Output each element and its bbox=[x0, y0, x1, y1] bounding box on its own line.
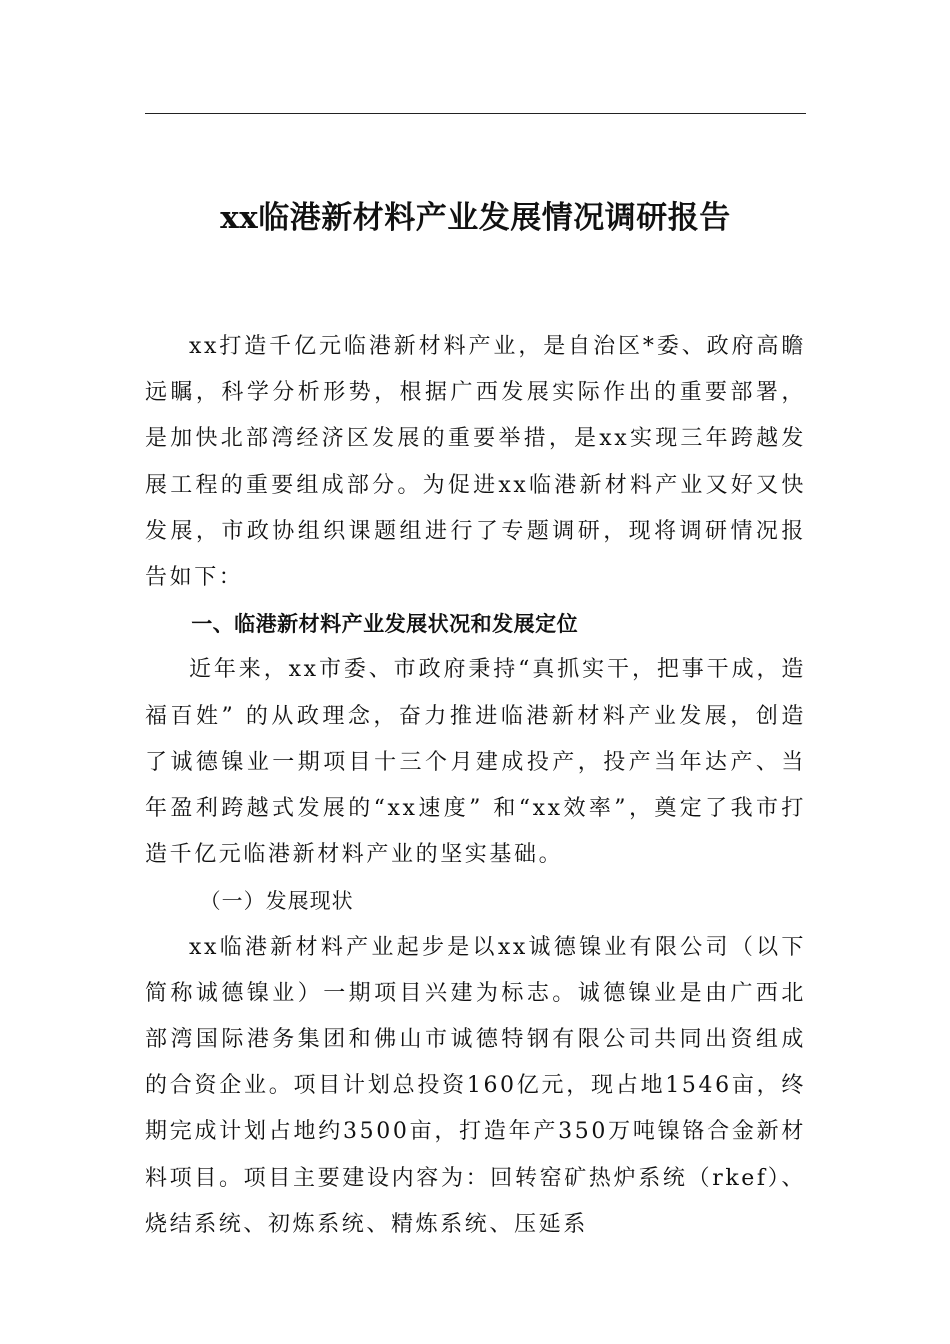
section-heading-1: 一、临港新材料产业发展状况和发展定位 bbox=[191, 612, 579, 637]
header-rule bbox=[145, 113, 806, 114]
subsection-1-paragraph: xx临港新材料产业起步是以xx诚德镍业有限公司（以下简称诚德镍业）一期项目兴建为标志。诚德镍业是由广西北部湾国际港务集团和佛山市诚德特钢有限公司共同出资组成的合资企业。项目计划总投资160亿元，现占地1546亩，终期完成计划占地约3500亩，打造年产350万吨镍铬合金新材料项目。项目主要建设内容为：回转窑矿热炉系统（rkef）、烧结系统、初炼系统、精炼系统、压延系 bbox=[145, 934, 806, 1237]
subsection-heading-1: （一）发展现状 bbox=[199, 889, 354, 914]
section-1-paragraph: 近年来，xx市委、市政府秉持“真抓实干，把事干成，造福百姓” 的从政理念，奋力推进临港新材料产业发展，创造了诚德镍业一期项目十三个月建成投产，投产当年达产、当年盈利跨越式发展的“xx速度” 和“xx效率”，奠定了我市打造千亿元临港新材料产业的坚实基础。 bbox=[145, 657, 806, 868]
intro-paragraph: xx打造千亿元临港新材料产业，是自治区*委、政府高瞻远瞩，科学分析形势，根据广西发展实际作出的重要部署，是加快北部湾经济区发展的重要举措，是xx实现三年跨越发展工程的重要组成部分。为促进xx临港新材料产业又好又快发展，市政协组织课题组进行了专题调研，现将调研情况报告如下： bbox=[145, 334, 806, 591]
document-title: xx临港新材料产业发展情况调研报告 bbox=[220, 200, 731, 236]
document-body bbox=[145, 324, 806, 1248]
